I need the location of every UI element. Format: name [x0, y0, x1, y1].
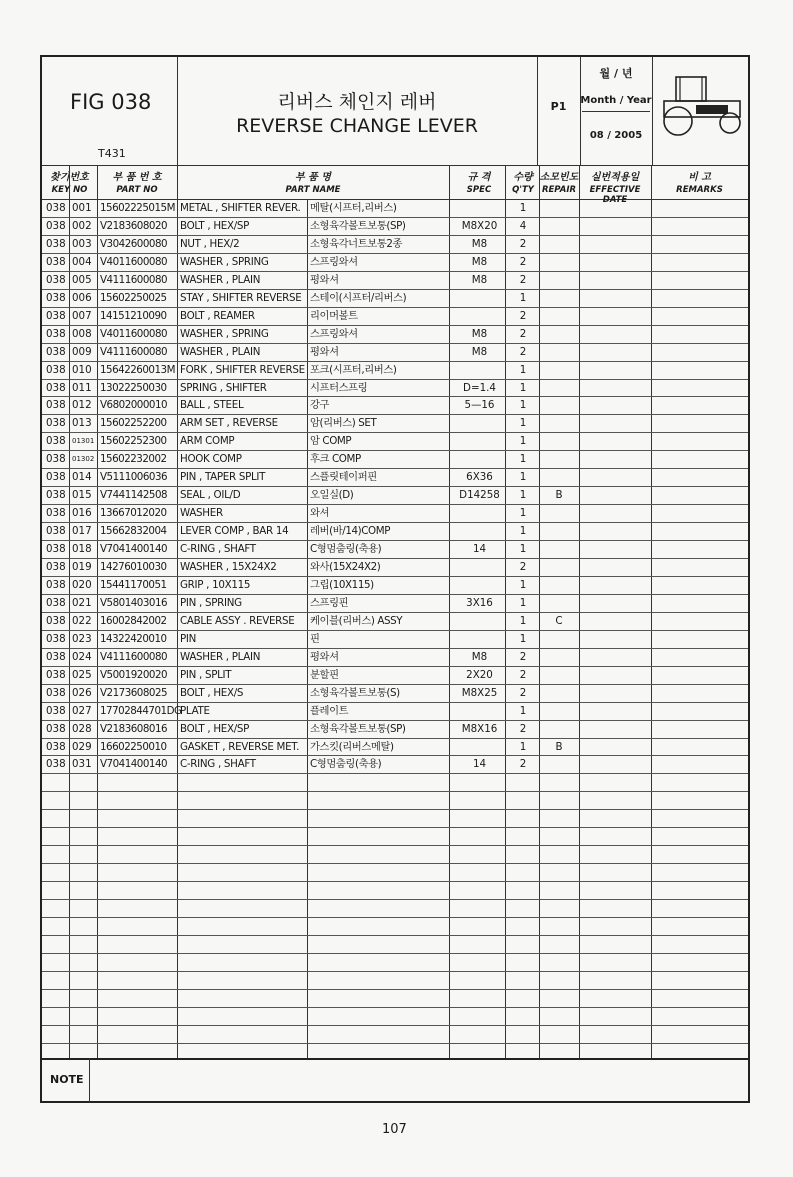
col-effective-ko: 실번적용일: [590, 172, 640, 183]
col-repair-en: REPAIR: [541, 185, 577, 195]
part-name-cell: PIN , TAPER SPLIT: [180, 471, 266, 483]
spec-cell: M8X25: [461, 687, 498, 699]
part-name-cell: ARM COMP: [180, 435, 235, 447]
spec-cell: 3X16: [466, 597, 493, 609]
table-row: [42, 361, 748, 379]
table-row: [42, 271, 748, 289]
qty-cell: 1: [519, 543, 527, 555]
qty-cell: 2: [519, 687, 527, 699]
page-code: P1: [550, 100, 567, 113]
table-row: [42, 253, 748, 271]
col-part-ko: 부 품 번 호: [112, 172, 162, 183]
fig-cell: 038: [46, 561, 66, 573]
key-no-cell: 002: [72, 220, 92, 232]
qty-cell: 1: [519, 705, 527, 717]
key-no-cell: 026: [72, 687, 92, 699]
part-name-korean-cell: 메탈(시프터,리버스): [310, 202, 397, 214]
key-no-cell: 008: [72, 328, 92, 340]
part-name-korean-cell: 평와셔: [310, 651, 339, 663]
table-row: [42, 540, 748, 558]
table-row: [42, 612, 748, 630]
fig-cell: 038: [46, 579, 66, 591]
fig-cell: 038: [46, 453, 66, 465]
part-name-cell: BOLT , HEX/S: [180, 687, 244, 699]
part-name-cell: WASHER , SPRING: [180, 328, 269, 340]
table-row: [42, 432, 748, 450]
qty-cell: 2: [519, 310, 527, 322]
fig-cell: 038: [46, 615, 66, 627]
repair-cell: C: [555, 615, 563, 627]
qty-cell: 1: [519, 507, 527, 519]
fig-cell: 038: [46, 543, 66, 555]
part-name-cell: WASHER , PLAIN: [180, 346, 261, 358]
part-name-cell: STAY , SHIFTER REVERSE: [180, 292, 302, 304]
part-name-korean-cell: 와사(15X24X2): [310, 561, 381, 573]
part-name-cell: FORK , SHIFTER REVERSE: [180, 364, 305, 376]
part-name-cell: NUT , HEX/2: [180, 238, 240, 250]
part-no-cell: V5001920020: [100, 669, 168, 681]
key-no-cell: 014: [72, 471, 92, 483]
part-no-cell: 15602252300: [100, 435, 167, 447]
key-no-cell: 017: [72, 525, 92, 537]
spec-cell: 14: [472, 543, 487, 555]
table-row: [42, 684, 748, 702]
part-name-cell: PIN , SPRING: [180, 597, 242, 609]
part-name-korean-cell: 분할핀: [310, 669, 339, 681]
fig-number: FIG 038: [70, 90, 152, 114]
part-name-korean-cell: 와셔: [310, 507, 330, 519]
part-no-cell: 15602252200: [100, 417, 167, 429]
part-name-cell: SPRING , SHIFTER: [180, 382, 267, 394]
key-no-cell: 016: [72, 507, 92, 519]
part-name-korean-cell: 평와셔: [310, 346, 339, 358]
spec-cell: M8: [471, 651, 488, 663]
qty-cell: 2: [519, 651, 527, 663]
table-row: [42, 450, 748, 468]
qty-cell: 1: [519, 633, 527, 645]
spec-cell: M8X16: [461, 723, 498, 735]
part-name-cell: C-RING , SHAFT: [180, 543, 256, 555]
part-no-cell: 14151210090: [100, 310, 167, 322]
spec-cell: M8X20: [461, 220, 498, 232]
spec-cell: M8: [471, 328, 488, 340]
part-name-cell: BOLT , HEX/SP: [180, 723, 250, 735]
part-no-cell: 13022250030: [100, 382, 167, 394]
part-name-korean-cell: 강구: [310, 399, 330, 411]
qty-cell: 2: [519, 274, 527, 286]
table-row: [42, 217, 748, 235]
part-name-cell: BOLT , REAMER: [180, 310, 255, 322]
col-spec-en: SPEC: [466, 185, 492, 195]
part-no-cell: 14276010030: [100, 561, 167, 573]
qty-cell: 1: [519, 597, 527, 609]
part-name-korean-cell: C형멈춤링(축용): [310, 543, 382, 555]
fig-cell: 038: [46, 346, 66, 358]
table-row: [42, 486, 748, 504]
page-number: 107: [382, 1122, 407, 1137]
part-no-cell: V2183608016: [100, 723, 168, 735]
fig-cell: 038: [46, 471, 66, 483]
qty-cell: 2: [519, 328, 527, 340]
fig-cell: 038: [46, 489, 66, 501]
qty-cell: 1: [519, 399, 527, 411]
key-no-cell: 004: [72, 256, 92, 268]
part-no-cell: 15662832004: [100, 525, 167, 537]
key-no-cell: 007: [72, 310, 92, 322]
part-name-cell: WASHER , PLAIN: [180, 274, 261, 286]
part-name-cell: PIN: [180, 633, 197, 645]
part-no-cell: V2173608025: [100, 687, 168, 699]
table-row: [42, 576, 748, 594]
part-no-cell: 14322420010: [100, 633, 167, 645]
fig-cell: 038: [46, 507, 66, 519]
qty-cell: 2: [519, 238, 527, 250]
part-name-korean-cell: 스프링핀: [310, 597, 349, 609]
key-no-cell: 021: [72, 597, 92, 609]
fig-cell: 038: [46, 741, 66, 753]
qty-cell: 1: [519, 525, 527, 537]
key-no-cell: 029: [72, 741, 92, 753]
part-no-cell: V7041400140: [100, 758, 168, 770]
part-no-cell: 15602250025: [100, 292, 167, 304]
part-no-cell: 15642260013M: [100, 364, 175, 376]
table-row: [42, 558, 748, 576]
key-no-cell: 019: [72, 561, 92, 573]
table-row: [42, 379, 748, 397]
spec-cell: 6X36: [466, 471, 493, 483]
fig-cell: 038: [46, 435, 66, 447]
table-row: [42, 702, 748, 720]
fig-cell: 038: [46, 687, 66, 699]
part-name-korean-cell: 스테이(시프터/리버스): [310, 292, 407, 304]
part-no-cell: V6802000010: [100, 399, 168, 411]
fig-cell: 038: [46, 328, 66, 340]
part-name-cell: ARM SET , REVERSE: [180, 417, 278, 429]
part-name-cell: GASKET , REVERSE MET.: [180, 741, 300, 753]
key-no-cell: 023: [72, 633, 92, 645]
key-no-cell: 003: [72, 238, 92, 250]
qty-cell: 1: [519, 435, 527, 447]
part-name-cell: CABLE ASSY . REVERSE: [180, 615, 295, 627]
fig-cell: 038: [46, 292, 66, 304]
col-qty-ko: 수량: [513, 172, 533, 183]
qty-cell: 1: [519, 741, 527, 753]
part-name-korean-cell: C형멈춤링(축용): [310, 758, 382, 770]
key-no-cell: 018: [72, 543, 92, 555]
qty-cell: 1: [519, 489, 527, 501]
table-row: [42, 325, 748, 343]
key-no-cell: 020: [72, 579, 92, 591]
part-no-cell: V3042600080: [100, 238, 168, 250]
qty-cell: 1: [519, 615, 527, 627]
part-name-cell: BALL , STEEL: [180, 399, 244, 411]
part-name-korean-cell: 케이블(리버스) ASSY: [310, 615, 403, 627]
part-no-cell: 15602232002: [100, 453, 167, 465]
part-no-cell: 17702844701DG: [100, 705, 182, 717]
qty-cell: 1: [519, 292, 527, 304]
tractor-icon: [662, 71, 744, 139]
fig-cell: 038: [46, 310, 66, 322]
part-name-cell: C-RING , SHAFT: [180, 758, 256, 770]
table-row: [42, 666, 748, 684]
key-no-cell: 010: [72, 364, 92, 376]
part-no-cell: V5111006036: [100, 471, 168, 483]
part-name-korean-cell: 소형육각너트보통2종: [310, 238, 403, 250]
part-name-cell: WASHER , 15X24X2: [180, 561, 277, 573]
part-name-korean-cell: 시프터스프링: [310, 382, 368, 394]
part-no-cell: 15602225015M: [100, 202, 175, 214]
part-name-korean-cell: 평와셔: [310, 274, 339, 286]
fig-cell: 038: [46, 633, 66, 645]
issue-date: 08 / 2005: [589, 130, 643, 141]
key-no-cell: 024: [72, 651, 92, 663]
part-no-cell: 16602250010: [100, 741, 167, 753]
key-no-cell: 031: [72, 758, 92, 770]
col-part-en: PART NO: [116, 185, 158, 195]
part-name-cell: BOLT , HEX/SP: [180, 220, 250, 232]
col-effective-en: EFFECTIVE DATE: [589, 185, 641, 205]
spec-cell: D14258: [459, 489, 500, 501]
spec-cell: 2X20: [466, 669, 493, 681]
table-row: [42, 396, 748, 414]
key-no-cell: 015: [72, 489, 92, 501]
part-name-cell: SEAL , OIL/D: [180, 489, 241, 501]
spec-cell: D=1.4: [463, 382, 496, 394]
key-no-cell: 01302: [72, 455, 95, 463]
fig-cell: 038: [46, 274, 66, 286]
part-name-korean-cell: 가스킷(리버스메탈): [310, 741, 394, 753]
part-no-cell: V4111600080: [100, 651, 168, 663]
col-remarks-en: REMARKS: [676, 185, 723, 195]
title-english: REVERSE CHANGE LEVER: [236, 115, 478, 137]
part-name-korean-cell: 소형육각볼트보통(SP): [310, 723, 406, 735]
col-key-ko: 찾기번호: [50, 172, 89, 183]
repair-cell: B: [555, 741, 563, 753]
spec-cell: M8: [471, 346, 488, 358]
part-name-korean-cell: 소형육각볼트보통(S): [310, 687, 400, 699]
table-row: [42, 235, 748, 253]
table-row: [42, 289, 748, 307]
part-name-korean-cell: 스플릿테이퍼핀: [310, 471, 377, 483]
part-no-cell: V2183608020: [100, 220, 168, 232]
col-qty-en: Q'TY: [512, 185, 534, 195]
part-no-cell: 13667012020: [100, 507, 167, 519]
part-name-korean-cell: 후크 COMP: [310, 453, 361, 465]
qty-cell: 1: [519, 382, 527, 394]
part-name-korean-cell: 핀: [310, 633, 320, 645]
spec-cell: 5—16: [464, 399, 495, 411]
spec-cell: M8: [471, 274, 488, 286]
col-name-ko: 부 품 명: [295, 172, 331, 183]
part-no-cell: 15441170051: [100, 579, 167, 591]
qty-cell: 2: [519, 256, 527, 268]
title-korean: 리버스 체인지 레버: [277, 91, 437, 113]
key-no-cell: 01301: [72, 437, 95, 445]
part-name-cell: LEVER COMP , BAR 14: [180, 525, 289, 537]
fig-cell: 038: [46, 238, 66, 250]
part-name-cell: PLATE: [180, 705, 210, 717]
model-code: T431: [98, 147, 126, 160]
qty-cell: 2: [519, 723, 527, 735]
qty-cell: 1: [519, 417, 527, 429]
part-name-korean-cell: 소형육각볼트보통(SP): [310, 220, 406, 232]
part-name-korean-cell: 포크(시프터,리버스): [310, 364, 397, 376]
part-name-korean-cell: 스프링와셔: [310, 328, 358, 340]
key-no-cell: 012: [72, 399, 92, 411]
qty-cell: 1: [519, 202, 527, 214]
part-name-korean-cell: 스프링와셔: [310, 256, 358, 268]
qty-cell: 1: [519, 364, 527, 376]
key-no-cell: 025: [72, 669, 92, 681]
fig-cell: 038: [46, 220, 66, 232]
fig-cell: 038: [46, 723, 66, 735]
fig-cell: 038: [46, 364, 66, 376]
part-name-cell: WASHER: [180, 507, 223, 519]
col-remarks-ko: 비 고: [688, 172, 711, 183]
qty-cell: 2: [519, 758, 527, 770]
table-row: [42, 468, 748, 486]
part-name-korean-cell: 플레이트: [310, 705, 349, 717]
table-row: [42, 648, 748, 666]
spec-cell: 14: [472, 758, 487, 770]
part-no-cell: V7041400140: [100, 543, 168, 555]
fig-cell: 038: [46, 382, 66, 394]
table-row: [42, 522, 748, 540]
fig-cell: 038: [46, 417, 66, 429]
qty-cell: 1: [519, 471, 527, 483]
col-spec-ko: 규 격: [467, 172, 491, 183]
key-no-cell: 022: [72, 615, 92, 627]
fig-cell: 038: [46, 597, 66, 609]
part-no-cell: V4111600080: [100, 346, 168, 358]
qty-cell: 2: [519, 346, 527, 358]
part-name-cell: METAL , SHIFTER REVER.: [180, 202, 301, 214]
part-no-cell: V5801403016: [100, 597, 168, 609]
table-row: [42, 630, 748, 648]
fig-cell: 038: [46, 705, 66, 717]
qty-cell: 1: [519, 453, 527, 465]
table-row: [42, 755, 748, 773]
spec-cell: M8: [471, 256, 488, 268]
spec-cell: M8: [471, 238, 488, 250]
fig-cell: 038: [46, 202, 66, 214]
fig-cell: 038: [46, 525, 66, 537]
part-name-korean-cell: 암(리버스) SET: [310, 417, 377, 429]
col-repair-ko: 소모빈도: [539, 172, 579, 183]
part-name-korean-cell: 그립(10X115): [310, 579, 374, 591]
key-no-cell: 011: [72, 382, 92, 394]
col-name-en: PART NAME: [285, 185, 341, 195]
table-row: [42, 199, 748, 217]
month-year-korean: 월 / 년: [599, 67, 633, 80]
fig-cell: 038: [46, 256, 66, 268]
table-row: [42, 414, 748, 432]
part-no-cell: V7441142508: [100, 489, 168, 501]
part-name-korean-cell: 오일실(D): [310, 489, 354, 501]
key-no-cell: 028: [72, 723, 92, 735]
col-key-en: KEY NO: [51, 185, 88, 195]
part-no-cell: V4111600080: [100, 274, 168, 286]
key-no-cell: 009: [72, 346, 92, 358]
key-no-cell: 005: [72, 274, 92, 286]
fig-cell: 038: [46, 758, 66, 770]
part-no-cell: V4011600080: [100, 256, 168, 268]
qty-cell: 2: [519, 669, 527, 681]
qty-cell: 4: [519, 220, 527, 232]
table-row: [42, 504, 748, 522]
key-no-cell: 006: [72, 292, 92, 304]
part-name-korean-cell: 레버(바/14)COMP: [310, 525, 391, 537]
fig-cell: 038: [46, 669, 66, 681]
table-row: [42, 738, 748, 756]
fig-cell: 038: [46, 651, 66, 663]
part-name-cell: GRIP , 10X115: [180, 579, 251, 591]
key-no-cell: 013: [72, 417, 92, 429]
note-label: NOTE: [50, 1073, 84, 1086]
part-no-cell: V4011600080: [100, 328, 168, 340]
part-name-korean-cell: 암 COMP: [310, 435, 352, 447]
part-name-cell: HOOK COMP: [180, 453, 242, 465]
table-row: [42, 307, 748, 325]
qty-cell: 1: [519, 579, 527, 591]
qty-cell: 2: [519, 561, 527, 573]
part-name-cell: WASHER , PLAIN: [180, 651, 261, 663]
key-no-cell: 027: [72, 705, 92, 717]
repair-cell: B: [555, 489, 563, 501]
key-no-cell: 001: [72, 202, 92, 214]
table-row: [42, 720, 748, 738]
fig-cell: 038: [46, 399, 66, 411]
part-name-korean-cell: 리이머볼트: [310, 310, 358, 322]
part-name-cell: PIN , SPLIT: [180, 669, 232, 681]
table-row: [42, 594, 748, 612]
table-row: [42, 343, 748, 361]
part-no-cell: 16002842002: [100, 615, 167, 627]
part-name-cell: WASHER , SPRING: [180, 256, 269, 268]
parts-sheet: [40, 55, 750, 1103]
month-year-english: Month / Year: [580, 95, 652, 106]
